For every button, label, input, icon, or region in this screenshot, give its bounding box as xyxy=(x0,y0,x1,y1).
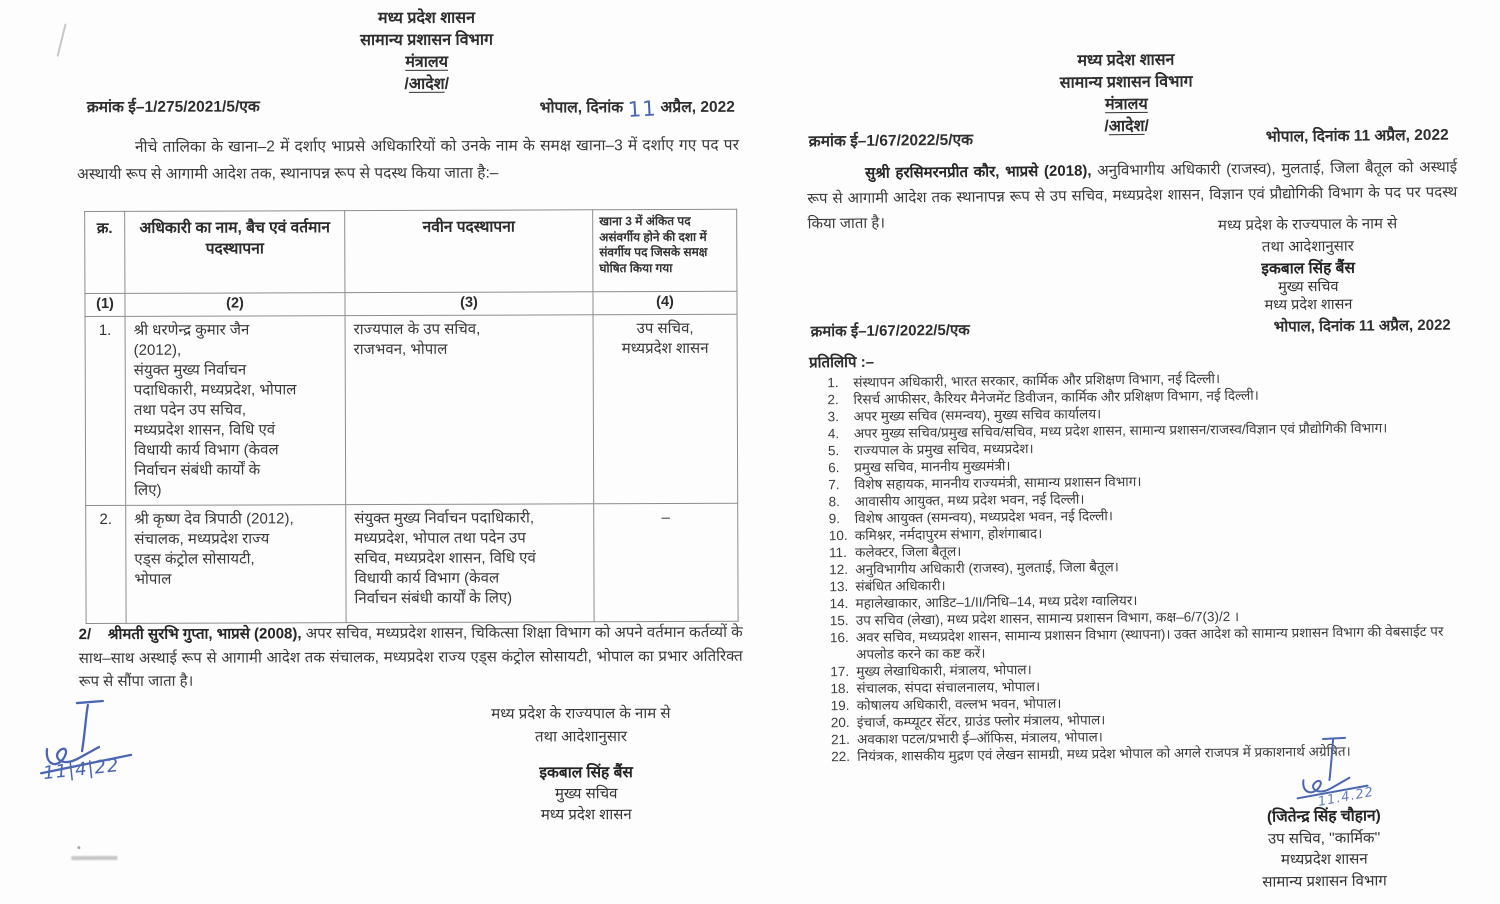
copy-number: 12. xyxy=(829,562,849,578)
row2-new-posting: संयुक्त मुख्य निर्वाचन पदाधिकारी, मध्यप्रदेश, भोपाल तथा पदेन उप सचिव, मध्यप्रदेश शासन, विधि एवं विधायी कार्य विभाग (केवल निर्वाचन संबंधी कार्यों के लिए) xyxy=(346,504,594,623)
col-num-3: (3) xyxy=(345,292,593,316)
by-order-block xyxy=(441,702,721,749)
copy-text: अपर मुख्य सचिव/प्रमुख सचिव/सचिव, मध्य प्रदेश शासन, सामान्य प्रशासन/राजस्व/विज्ञान एवं प्रौद्योगिकी विभाग। xyxy=(853,420,1388,441)
row1-officer: श्री धरणेन्द्र कुमार जैन (2012), संयुक्त मुख्य निर्वाचन पदाधिकारी, मध्यप्रदेश, भोपाल तथा पदेन उप सचिव, मध्यप्रदेश शासन, विधि एवं विधायी कार्य विभाग (केवल निर्वाचन संबंधी कार्यों के लिए) xyxy=(125,316,346,506)
govt-name: मध्य प्रदेश शासन xyxy=(1077,51,1175,70)
col-num-2: (2) xyxy=(125,293,345,317)
by-order-block xyxy=(1158,213,1458,260)
department-name: सामान्य प्रशासन विभाग xyxy=(360,31,494,50)
order-number: क्रमांक ई–1/275/2021/5/एक xyxy=(86,98,260,117)
copy-text: मुख्य लेखाधिकारी, मंत्रालय, भोपाल। xyxy=(856,662,1032,679)
copy-number: 15. xyxy=(829,613,849,629)
col-num-1: (1) xyxy=(85,293,125,316)
copy-text: कोषालय अधिकारी, वल्लभ भवन, भोपाल। xyxy=(856,695,1062,713)
ministry-label: मंत्रालय xyxy=(405,53,449,71)
copy-number: 16. xyxy=(829,630,849,646)
micro-print-artifact xyxy=(77,846,80,849)
order-paragraph-2 xyxy=(79,621,743,694)
signatory-post: उप सचिव, ''कार्मिक'' xyxy=(1267,828,1381,848)
copy-text: अवर सचिव, मध्यप्रदेश शासन, सामान्य प्रशासन विभाग (स्थापना)। उक्त आदेश को सामान्य प्रशासन विभाग की वेबसाईट पर अपलोड करने का कष्ट करें। xyxy=(855,623,1444,662)
table-row xyxy=(86,503,738,623)
signature-stroke xyxy=(77,701,103,703)
column-number-row xyxy=(85,291,737,316)
by-order-line2: तथा आदेशानुसार xyxy=(534,728,628,746)
order-word: आदेश xyxy=(1108,117,1145,136)
ministry-label: मंत्रालय xyxy=(1104,95,1148,114)
handwritten-date: 11.4.22 xyxy=(1316,784,1376,810)
copy-number: 18. xyxy=(830,681,850,697)
signatory-dept: सामान्य प्रशासन विभाग xyxy=(1262,871,1387,891)
row2-declared: – xyxy=(594,503,738,622)
row2-officer: श्री कृष्ण देव त्रिपाठी (2012), संचालक, मध्यप्रदेश राज्य एड्स कंट्रोल सोसायटी, भोपाल xyxy=(126,505,346,624)
header-declared-post: खाना 3 में अंकित पद असंवर्गीय होने की दशा में संवर्गीय पद जिसके समक्ष घोषित किया गया xyxy=(593,209,737,292)
order-page-right xyxy=(775,0,1494,904)
by-order-line1: मध्य प्रदेश के राज्यपाल के नाम से xyxy=(1217,215,1398,235)
order-slash-right: / xyxy=(444,75,450,93)
copy-text: संस्थापन अधिकारी, भारत सरकार, कार्मिक और प्रशिक्षण विभाग, नई दिल्ली। xyxy=(853,371,1221,390)
copy-text: विशेष आयुक्त (समन्वय), मध्यप्रदेश भवन, नई दिल्ली। xyxy=(854,508,1114,526)
copy-number: 22. xyxy=(831,749,851,765)
table-row xyxy=(85,314,738,505)
signature-stroke xyxy=(1329,740,1333,780)
copy-text: उप सचिव (लेखा), मध्य प्रदेश शासन, सामान्य प्रशासन विभाग, कक्ष–6/7(3)/2 । xyxy=(855,608,1240,628)
by-order-line2: तथा आदेशानुसार xyxy=(1261,237,1354,256)
signature-block-2 xyxy=(1184,805,1465,894)
order-slash-left: / xyxy=(1104,118,1109,136)
document-header xyxy=(276,7,576,96)
copy-number: 4. xyxy=(827,426,840,442)
handwritten-date: 11|4|22 xyxy=(42,754,121,785)
reference-line-2 xyxy=(811,315,1451,342)
order-number: क्रमांक ई–1/67/2022/5/एक xyxy=(810,321,970,341)
copy-text: नियंत्रक, शासकीय मुद्रण एवं लेखन सामग्री, मध्य प्रदेश भोपाल को अगले राजपत्र में प्रकाशनार्थ अग्रेषित। xyxy=(857,743,1351,764)
stray-pen-mark xyxy=(57,23,67,56)
signatory-post: मुख्य सचिव xyxy=(554,785,618,803)
copy-text: प्रमुख सचिव, माननीय मुख्यमंत्री। xyxy=(854,458,1011,475)
copy-text: अपर मुख्य सचिव (समन्वय), मुख्य सचिव कार्यालय। xyxy=(853,406,1102,424)
signature-stroke xyxy=(1323,738,1345,739)
para2-officer-name: श्रीमती सुरभि गुप्ता, भाप्रसे (2008), xyxy=(107,625,302,643)
place-date xyxy=(539,93,735,122)
para2-text: अपर सचिव, मध्यप्रदेश शासन, चिकित्सा शिक्षा विभाग को अपने वर्तमान कर्तव्यों के साथ–साथ अस्थाई रूप से आगामी आदेश तक संचालक, मध्यप्रदेश राज्य एड्स कंट्रोल सोसायटी, भोपाल का प्रभार अतिरिक्त रूप से सौंपा जाता है। xyxy=(78,623,743,691)
handwritten-day: 11 xyxy=(626,96,657,122)
signatory-block xyxy=(1198,259,1419,315)
signatory-govt: मध्य प्रदेश शासन xyxy=(1264,296,1353,314)
order-paragraph-1: नीचे तालिका के खाना–2 में दर्शाए भाप्रसे अधिकारियों को उनके नाम के समक्ष खाना–3 में दर्शाए गए पद पर अस्थायी रूप से आगामी आदेश तक, स्थानापन्न रूप से पदस्थ किया जाता है:– xyxy=(77,136,739,184)
govt-name: मध्य प्रदेश शासन xyxy=(377,9,476,28)
copy-text: संबंधित अधिकारी। xyxy=(855,577,946,594)
signatory-post: मुख्य सचिव xyxy=(1278,278,1339,296)
col-num-4: (4) xyxy=(593,291,737,315)
copies-label: प्रतिलिपि :– xyxy=(808,353,875,372)
signatory-name: इकबाल सिंह बैंस xyxy=(539,764,633,782)
copy-number: 5. xyxy=(827,443,840,459)
copy-number: 8. xyxy=(828,494,840,510)
copy-number: 11. xyxy=(828,545,847,561)
copy-text: विशेष सहायक, माननीय राज्यमंत्री, सामान्य प्रशासन विभाग। xyxy=(854,473,1142,492)
copy-text: कलेक्टर, जिला बैतूल। xyxy=(854,543,962,560)
copy-number: 2. xyxy=(827,392,839,408)
copy-text: संचालक, संपदा संचालनालय, भोपाल। xyxy=(856,679,1041,696)
by-order-line1: मध्य प्रदेश के राज्यपाल के नाम से xyxy=(491,705,671,723)
copy-text: अवकाश पटल/प्रभारी ई–ऑफिस, मंत्रालय, भोपाल। xyxy=(856,729,1103,747)
order-slash-left: / xyxy=(404,75,409,93)
header-sno: क्र. xyxy=(85,211,125,293)
copy-text: राज्यपाल के प्रमुख सचिव, मध्यप्रदेश। xyxy=(853,441,1034,458)
order-word: आदेश xyxy=(408,75,445,93)
department-name: सामान्य प्रशासन विभाग xyxy=(1059,73,1193,92)
copy-text: रिसर्च आफीसर, कैरियर मैनेजमेंट डिवीजन, कार्मिक और प्रशिक्षण विभाग, नई दिल्ली। xyxy=(853,387,1259,407)
signatory-govt: मध्यप्रदेश शासन xyxy=(1280,850,1368,869)
reference-line-1 xyxy=(809,123,1449,152)
copy-number: 14. xyxy=(829,596,849,612)
row1-sno: 1. xyxy=(85,316,126,505)
copy-number: 3. xyxy=(827,409,839,425)
date-rest: अप्रैल, 2022 xyxy=(660,98,735,117)
copy-number: 20. xyxy=(830,715,850,731)
copy-text: अनुविभागीय अधिकारी (राजस्व), मुलताई, जिला बैतूल। xyxy=(855,559,1119,577)
copy-number: 10. xyxy=(828,528,848,544)
order-number: क्रमांक ई–1/67/2022/5/एक xyxy=(808,131,974,151)
signatory-name: इकबाल सिंह बैंस xyxy=(1261,259,1355,278)
copy-text: महालेखाकार, आडिट–1/II/निधि–14, मध्य प्रदेश ग्वालियर। xyxy=(855,592,1138,611)
order-slash-right: / xyxy=(1144,117,1150,135)
order-text: अनुविभागीय अधिकारी (राजस्व), मुलताई, जिला बैतूल को अस्थाई रूप से आगामी आदेश तक स्थानापन्न रूप से उप सचिव, मध्यप्रदेश शासन, विज्ञान एवं प्रौद्योगिकी विभाग के पद पर पदस्थ किया जाता है। xyxy=(807,158,1458,233)
para2-number: 2/ xyxy=(78,626,92,644)
place-date: भोपाल, दिनांक 11 अप्रैल, 2022 xyxy=(1273,316,1451,336)
copy-number: 21. xyxy=(830,732,850,748)
place-prefix: भोपाल, दिनांक xyxy=(539,99,624,117)
signatory-govt: मध्य प्रदेश शासन xyxy=(540,806,632,824)
copy-number: 9. xyxy=(828,511,841,527)
row1-new-posting: राज्यपाल के उप सचिव, राजभवन, भोपाल xyxy=(345,315,594,505)
copy-text: आवासीय आयुक्त, मध्य प्रदेश भवन, नई दिल्ली। xyxy=(854,491,1085,509)
copy-number: 17. xyxy=(830,664,850,680)
copy-number: 6. xyxy=(828,460,840,476)
signatory-block xyxy=(471,762,701,826)
micro-print-artifact xyxy=(71,856,117,860)
copy-text: इंचार्ज, कम्प्यूटर सेंटर, ग्राउंड फ्लोर मंत्रालय, भोपाल। xyxy=(856,712,1106,730)
row2-sno: 2. xyxy=(86,505,126,623)
copy-text: कमिश्नर, नर्मदापुरम संभाग, होशंगाबाद। xyxy=(854,525,1043,543)
header-officer: अधिकारी का नाम, बैच एवं वर्तमान पदस्थापना xyxy=(125,211,345,294)
signature-stroke xyxy=(82,705,88,751)
copy-number: 1. xyxy=(827,375,839,391)
copies-list xyxy=(827,367,1479,765)
copy-number: 19. xyxy=(830,698,850,714)
officer-name: सुश्री हरसिमरनप्रीत कौर, भाप्रसे (2018), xyxy=(864,162,1092,182)
table-header-row xyxy=(85,209,737,293)
signatory-name: (जितेन्द्र सिंह चौहान) xyxy=(1266,807,1381,826)
copy-number: 7. xyxy=(828,477,840,493)
reference-line xyxy=(86,93,735,122)
copy-number: 13. xyxy=(829,579,849,595)
row1-declared: उप सचिव, मध्यप्रदेश शासन xyxy=(593,314,738,504)
header-new-posting: नवीन पदस्थापना xyxy=(345,210,593,293)
place-date: भोपाल, दिनांक 11 अप्रैल, 2022 xyxy=(1265,126,1449,146)
posting-table xyxy=(84,209,738,624)
